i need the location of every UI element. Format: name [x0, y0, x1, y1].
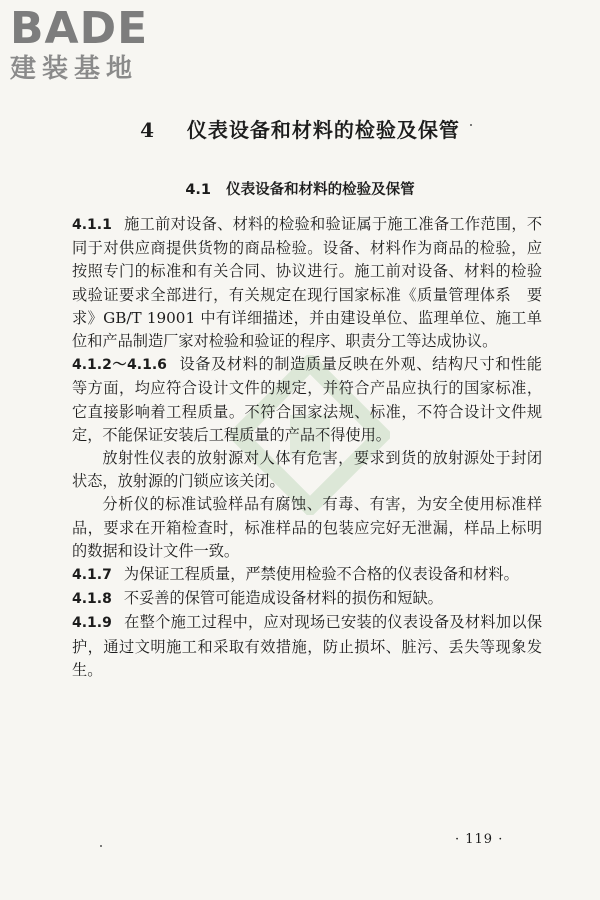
page-number: · 119 · [455, 832, 504, 847]
chapter-title [0, 114, 600, 143]
paragraph-radioactive-sources [72, 447, 542, 493]
logo-subtitle: 建装基地 [10, 54, 139, 84]
paragraph-text: 分析仪的标准试验样品有腐蚀、有毒、有害，为安全使用标准样品，要求在开箱检查时，标准样品的包装应完好无泄漏，样品上标明的数据和设计文件一致。 [72, 495, 542, 560]
scan-speck [100, 845, 102, 847]
section-title-text: 仪表设备和材料的检验及保管 [226, 182, 415, 198]
paragraph-analyzer-samples [72, 493, 542, 563]
body-text [72, 213, 542, 682]
clause-number: 4.1.7 [72, 567, 112, 584]
chapter-number: 4 [140, 118, 156, 142]
clause-number: 4.1.2～4.1.6 [72, 357, 167, 374]
scan-speck [470, 124, 472, 126]
clause-number: 4.1.9 [72, 615, 112, 632]
logo-brand-text: BADE [10, 3, 149, 54]
clause-4-1-7 [72, 563, 542, 587]
clause-4-1-2-to-4-1-6 [72, 353, 542, 447]
clause-4-1-9 [72, 611, 542, 682]
section-title [0, 178, 600, 199]
clause-number: 4.1.1 [72, 217, 112, 233]
clause-text: 在整个施工过程中，应对现场已安装的仪表设备及材料加以保护，通过文明施工和采取有效措施，防止损坏、脏污、丢失等现象发生。 [72, 613, 542, 679]
clause-text: 为保证工程质量，严禁使用检验不合格的仪表设备和材料。 [123, 565, 519, 584]
chapter-title-text: 仪表设备和材料的检验及保管 [186, 118, 460, 142]
clause-number: 4.1.8 [72, 591, 112, 608]
paragraph-text: 放射性仪表的放射源对人体有危害，要求到货的放射源处于封闭状态，放射源的门锁应该关闭。 [72, 449, 542, 491]
section-number: 4.1 [185, 182, 212, 198]
brand-logo [10, 3, 180, 84]
clause-text: 设备及材料的制造质量反映在外观、结构尺寸和性能等方面，均应符合设计文件的规定，并符合产品应执行的国家标准，它直接影响着工程质量。不符合国家法规、标准，不符合设计文件规定，不能保证安装后工程质量的产品不得使用。 [72, 355, 542, 444]
clause-4-1-8 [72, 587, 542, 611]
clause-4-1-1 [72, 213, 542, 353]
clause-text: 施工前对设备、材料的检验和验证属于施工准备工作范围，不同于对供应商提供货物的商品检验。设备、材料作为商品的检验，应按照专门的标准和有关合同、协议进行。施工前对设备、材料的检验或验证要求全部进行，有关规定在现行国家标准《质量管理体系 要求》GB/T 19001 中有详细描述，并由建设单位、监理单位、施工单位和产品制造厂家对检验和验证的程序、职责分工等达成协议。 [72, 215, 542, 351]
clause-text: 不妥善的保管可能造成设备材料的损伤和短缺。 [123, 589, 443, 608]
